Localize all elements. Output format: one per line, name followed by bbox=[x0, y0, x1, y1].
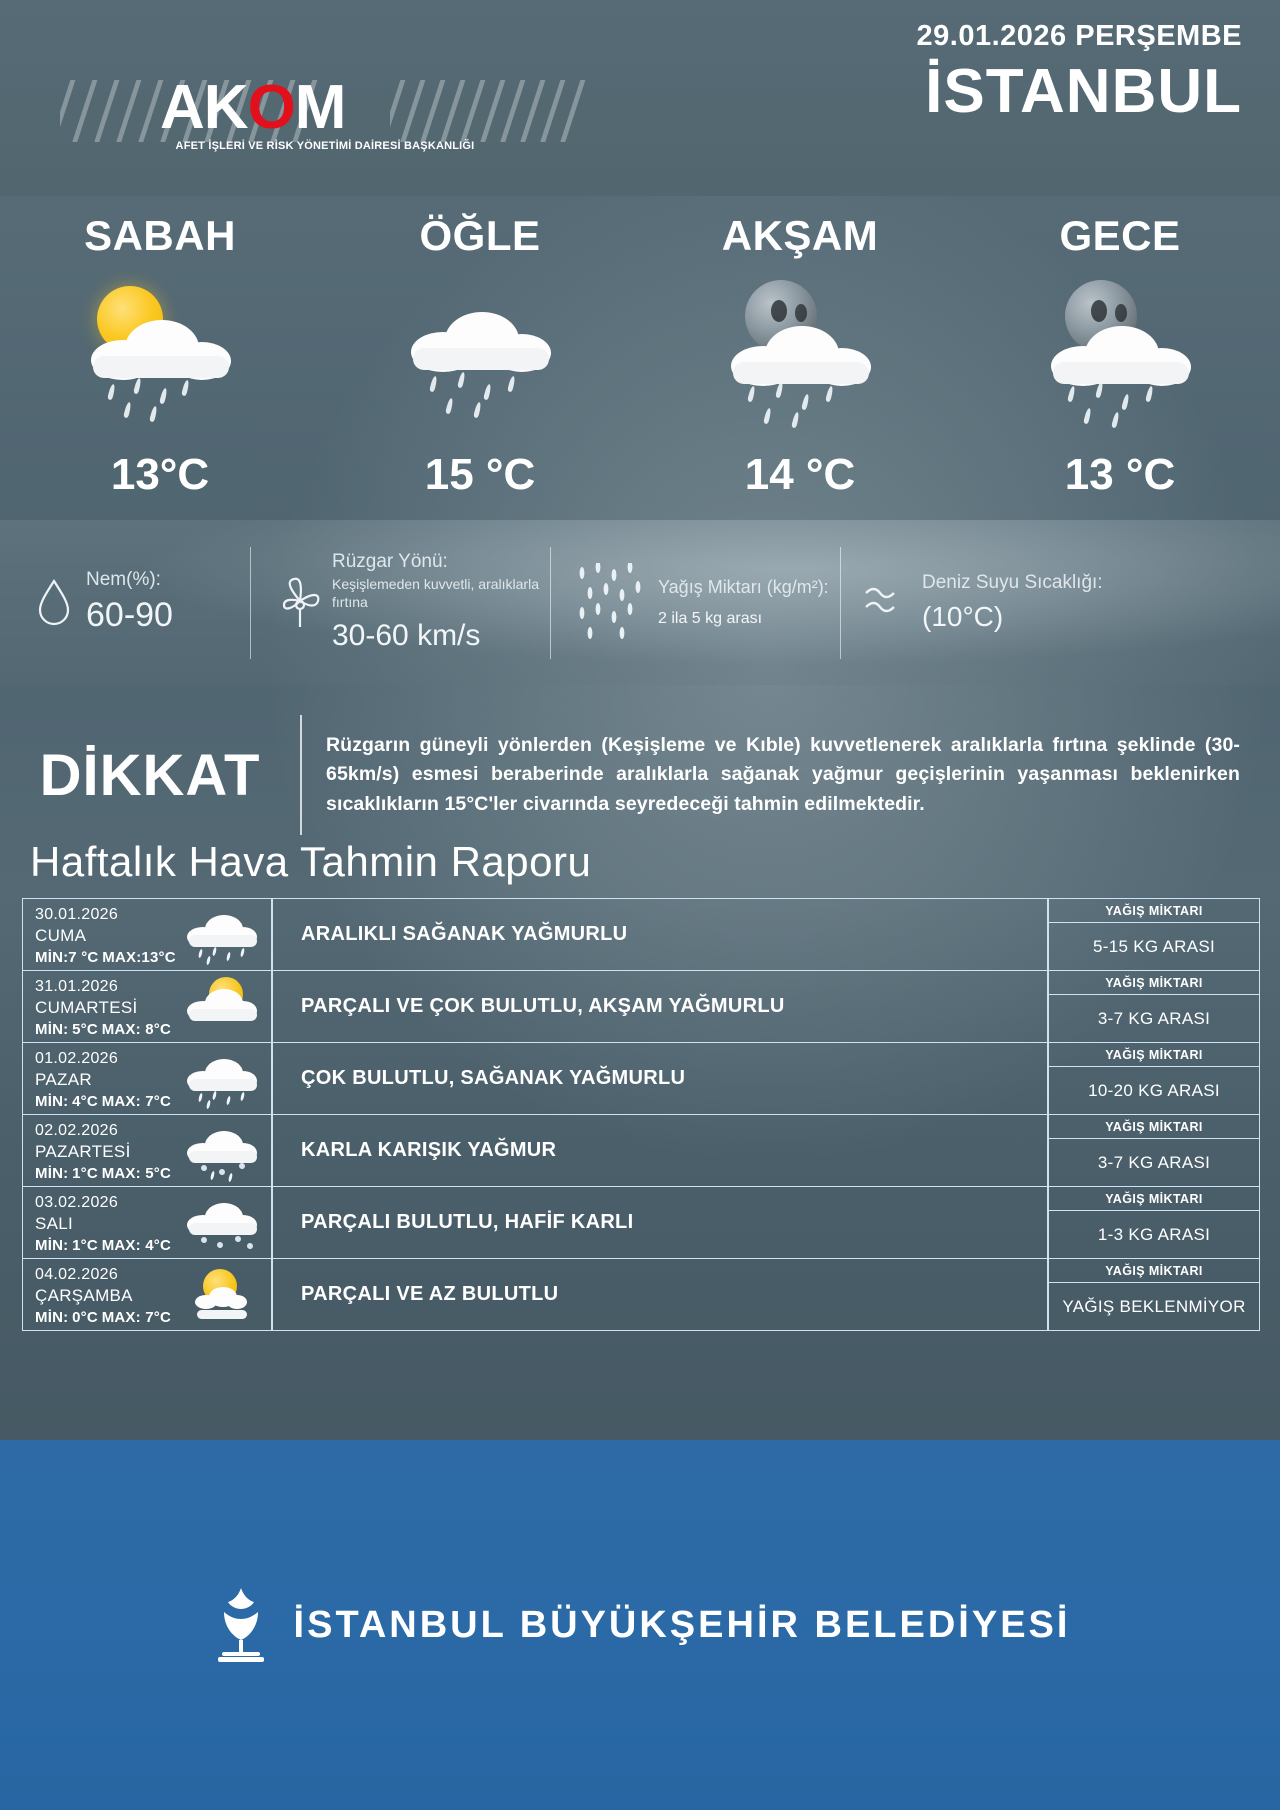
akom-ak: AK bbox=[160, 73, 248, 142]
row-dayname: CUMA bbox=[35, 926, 87, 945]
max-value: 7°C bbox=[140, 1093, 171, 1110]
min-value: 1°C bbox=[72, 1165, 98, 1182]
akom-wordmark bbox=[160, 72, 345, 143]
row-date: 01.02.2026 bbox=[35, 1050, 119, 1067]
min-label: MİN: bbox=[35, 1165, 69, 1182]
row-amount-cell bbox=[1048, 1114, 1260, 1187]
row-description: ÇOK BULUTLU, SAĞANAK YAĞMURLU bbox=[272, 1042, 1048, 1115]
row-amount-cell bbox=[1048, 898, 1260, 971]
day-cell bbox=[22, 1258, 272, 1331]
period-temp: 14 °C bbox=[744, 450, 856, 499]
amount-value: 10-20 KG ARASI bbox=[1088, 1080, 1220, 1100]
alert-text: Rüzgarın güneyli yönlerden (Keşişleme ve Kıble) kuvvetlenerek aralıklarla fırtına şeklinde (30-65km/s) esmesi beraberinde aralıklarla sağanak yağmur geçişlerinin yaşanması beklenirken sıcaklıkların 15°C'ler civarında seyredeceği tahmin edilmektedir. bbox=[326, 734, 1240, 815]
footer-text: İSTANBUL BÜYÜKŞEHİR BELEDİYESİ bbox=[293, 1603, 1071, 1646]
max-label: MAX: bbox=[101, 1237, 141, 1254]
period-gece bbox=[960, 212, 1280, 532]
metric-humidity bbox=[0, 539, 250, 667]
period-sabah bbox=[0, 212, 320, 532]
amount-header: YAĞIŞ MİKTARI bbox=[1049, 1187, 1259, 1211]
cloud-rain-icon bbox=[179, 1049, 265, 1109]
row-description: ARALIKLI SAĞANAK YAĞMURLU bbox=[272, 898, 1048, 971]
footer bbox=[0, 1440, 1280, 1810]
table-row[interactable] bbox=[22, 1042, 1260, 1115]
max-label: MAX: bbox=[101, 1021, 141, 1038]
cloud-snow-icon bbox=[179, 1193, 265, 1253]
row-description: PARÇALI VE AZ BULUTLU bbox=[272, 1258, 1048, 1331]
metric-label: Nem(%): bbox=[86, 569, 161, 591]
max-value: 7°C bbox=[140, 1309, 171, 1326]
metric-wind bbox=[250, 539, 550, 667]
row-dayname: SALI bbox=[35, 1214, 74, 1233]
max-value: 4°C bbox=[140, 1237, 171, 1254]
metric-value: 30-60 km/s bbox=[332, 619, 481, 653]
period-temp: 15 °C bbox=[424, 450, 536, 499]
alert-title: DİKKAT bbox=[39, 742, 261, 808]
metric-label: Deniz Suyu Sıcaklığı: bbox=[922, 572, 1103, 594]
amount-value: 5-15 KG ARASI bbox=[1092, 936, 1215, 956]
metric-divider bbox=[840, 547, 841, 659]
row-dayname: PAZARTESİ bbox=[35, 1142, 131, 1161]
period-ogle bbox=[320, 212, 640, 532]
row-date: 31.01.2026 bbox=[35, 978, 119, 995]
sun-cloud-rain-icon bbox=[0, 274, 320, 424]
header-date: 29.01.2026 PERŞEMBE bbox=[916, 20, 1242, 52]
sea-waves-icon bbox=[858, 583, 922, 623]
amount-value: 1-3 KG ARASI bbox=[1097, 1224, 1211, 1244]
min-label: MİN: bbox=[35, 1309, 69, 1326]
metric-label: Yağış Miktarı (kg/m²): bbox=[658, 577, 829, 598]
row-dayname: PAZAR bbox=[35, 1070, 92, 1089]
rain-drops-icon bbox=[568, 563, 658, 643]
row-date: 04.02.2026 bbox=[35, 1266, 119, 1283]
day-cell bbox=[22, 1186, 272, 1259]
ibb-tulip-icon bbox=[210, 1586, 272, 1664]
humidity-drop-icon bbox=[22, 578, 86, 628]
min-label: MİN: bbox=[35, 1237, 69, 1254]
moon-cloud-rain-icon bbox=[640, 274, 960, 424]
min-value: 1°C bbox=[72, 1237, 98, 1254]
max-label: MAX: bbox=[101, 1093, 141, 1110]
period-label: GECE bbox=[1059, 212, 1181, 259]
moon-cloud-rain-icon bbox=[960, 274, 1280, 424]
row-amount-cell bbox=[1048, 1258, 1260, 1331]
amount-header: YAĞIŞ MİKTARI bbox=[1049, 1043, 1259, 1067]
metrics-band bbox=[0, 520, 1280, 685]
max-label: MAX: bbox=[101, 1165, 141, 1182]
row-date: 02.02.2026 bbox=[35, 1122, 119, 1139]
row-dayname: ÇARŞAMBA bbox=[35, 1286, 133, 1305]
metric-divider bbox=[550, 547, 551, 659]
amount-header: YAĞIŞ MİKTARI bbox=[1049, 971, 1259, 995]
period-label: ÖĞLE bbox=[419, 212, 541, 259]
min-label: MİN: bbox=[35, 949, 69, 966]
metric-sub: Keşişlemeden kuvvetli, aralıklarla fırtına bbox=[332, 576, 539, 610]
cloud-sleet-icon bbox=[179, 1121, 265, 1181]
row-date: 03.02.2026 bbox=[35, 1194, 119, 1211]
akom-logo bbox=[60, 72, 600, 182]
table-row[interactable] bbox=[22, 1186, 1260, 1259]
cloud-rain-icon bbox=[179, 905, 265, 965]
row-amount-cell bbox=[1048, 970, 1260, 1043]
row-description: KARLA KARIŞIK YAĞMUR bbox=[272, 1114, 1048, 1187]
min-label: MİN: bbox=[35, 1021, 69, 1038]
table-row[interactable] bbox=[22, 970, 1260, 1043]
day-cell bbox=[22, 898, 272, 971]
metric-precipitation bbox=[550, 539, 840, 667]
akom-m: M bbox=[294, 73, 346, 142]
period-temp: 13 °C bbox=[1064, 450, 1176, 499]
header-right bbox=[917, 20, 1242, 124]
min-value: 5°C bbox=[72, 1021, 98, 1038]
max-value: 8°C bbox=[140, 1021, 171, 1038]
row-amount-cell bbox=[1048, 1186, 1260, 1259]
amount-header: YAĞIŞ MİKTARI bbox=[1049, 899, 1259, 923]
table-row[interactable] bbox=[22, 898, 1260, 971]
amount-value: YAĞIŞ BEKLENMİYOR bbox=[1062, 1296, 1246, 1316]
metric-sea-temperature bbox=[840, 539, 1260, 667]
metric-value: 60-90 bbox=[86, 596, 173, 635]
table-row[interactable] bbox=[22, 1258, 1260, 1331]
max-label: MAX: bbox=[101, 1309, 141, 1326]
day-cell bbox=[22, 970, 272, 1043]
amount-value: 3-7 KG ARASI bbox=[1097, 1152, 1211, 1172]
min-value: 7 °C bbox=[68, 949, 99, 966]
akom-o: O bbox=[247, 73, 295, 142]
row-date: 30.01.2026 bbox=[35, 906, 119, 923]
wind-pinwheel-icon bbox=[268, 575, 332, 631]
max-value: 5°C bbox=[140, 1165, 171, 1182]
row-description: PARÇALI VE ÇOK BULUTLU, AKŞAM YAĞMURLU bbox=[272, 970, 1048, 1043]
row-amount-cell bbox=[1048, 1042, 1260, 1115]
min-value: 4°C bbox=[72, 1093, 98, 1110]
row-description: PARÇALI BULUTLU, HAFİF KARLI bbox=[272, 1186, 1048, 1259]
row-dayname: CUMARTESİ bbox=[35, 998, 138, 1017]
amount-header: YAĞIŞ MİKTARI bbox=[1049, 1259, 1259, 1283]
metric-value: 2 ila 5 kg arası bbox=[658, 609, 763, 627]
max-label: MAX: bbox=[102, 949, 142, 966]
sun-cloud-small-icon bbox=[179, 1265, 265, 1325]
period-label: AKŞAM bbox=[721, 212, 879, 259]
table-row[interactable] bbox=[22, 1114, 1260, 1187]
amount-header: YAĞIŞ MİKTARI bbox=[1049, 1115, 1259, 1139]
amount-value: 3-7 KG ARASI bbox=[1097, 1008, 1211, 1028]
period-aksam bbox=[640, 212, 960, 532]
cloud-rain-icon bbox=[320, 274, 640, 424]
akom-subtitle: AFET İŞLERİ VE RİSK YÖNETİMİ DAİRESİ BAŞKANLIĞI bbox=[175, 140, 475, 152]
sun-cloud-icon bbox=[179, 977, 265, 1037]
header-city: İSTANBUL bbox=[925, 57, 1242, 126]
weekly-table bbox=[22, 898, 1260, 1330]
metric-label: Rüzgar Yönü: bbox=[332, 551, 448, 573]
weekly-title: Haftalık Hava Tahmin Raporu bbox=[30, 838, 592, 885]
periods-row bbox=[0, 212, 1280, 532]
alert-section bbox=[0, 700, 1280, 850]
period-label: SABAH bbox=[84, 212, 236, 259]
metric-value: (10°C) bbox=[922, 600, 1004, 632]
min-value: 0°C bbox=[72, 1309, 98, 1326]
day-cell bbox=[22, 1042, 272, 1115]
alert-divider bbox=[300, 715, 302, 835]
logo-hatch-right bbox=[390, 80, 610, 142]
max-value: 13°C bbox=[141, 949, 176, 966]
metric-divider bbox=[250, 547, 251, 659]
period-temp: 13°C bbox=[110, 450, 210, 499]
day-cell bbox=[22, 1114, 272, 1187]
min-label: MİN: bbox=[35, 1093, 69, 1110]
